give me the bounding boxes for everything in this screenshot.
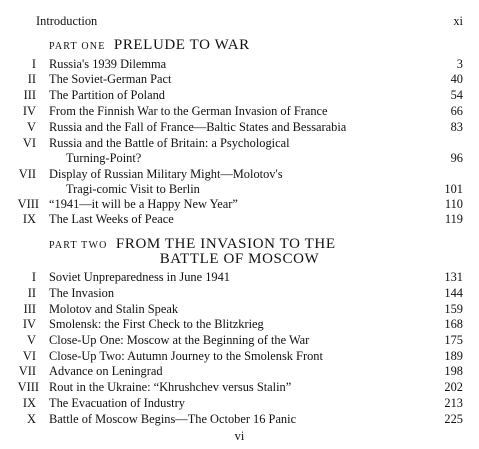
chapter-title: Battle of Moscow Begins—The October 16 Panic [49,412,297,426]
part-one-label: PART ONE [49,41,106,52]
part-two-label: PART TWO [49,240,108,251]
chapter-number: VII [18,167,36,181]
chapter-page: 83 [450,120,463,134]
chapter-page: 110 [444,197,463,211]
chapter-page: 101 [444,182,463,196]
chapter-title: Advance on Leningrad [49,364,163,378]
chapter-page: 3 [456,57,463,71]
chapter-page: 225 [444,412,463,426]
page-folio: vi [234,429,245,443]
chapter-title: Display of Russian Military Might—Molotov's [49,167,283,181]
chapter-title: Russia's 1939 Dilemma [49,57,167,71]
chapter-page: 66 [450,104,463,118]
chapter-number: X [27,412,36,426]
part-two-title: FROM THE INVASION TO THE [115,236,336,252]
chapter-number: V [27,120,36,134]
chapter-page: 96 [450,151,463,165]
chapter-page: 198 [444,364,463,378]
chapter-title-continued: Tragi-comic Visit to Berlin [66,182,200,196]
chapter-page: 189 [444,349,463,363]
chapter-title: From the Finnish War to the German Invasion of France [49,104,328,118]
chapter-page: 144 [444,286,463,300]
part-two-heading-line2: BATTLE OF MOSCOW [159,251,320,267]
chapter-number: VII [18,364,36,378]
chapter-number: IV [22,104,36,118]
intro-title: Introduction [36,14,98,28]
chapter-title: Russia and the Battle of Britain: a Psychological [49,136,290,150]
chapter-title: The Soviet-German Pact [49,72,172,86]
chapter-title: Molotov and Stalin Speak [49,302,179,316]
chapter-number: IX [22,212,36,226]
chapter-title: The Last Weeks of Peace [49,212,174,226]
chapter-number: II [27,72,36,86]
part-one-title: PRELUDE TO WAR [113,37,250,53]
chapter-title: Close-Up Two: Autumn Journey to the Smolensk Front [49,349,323,363]
chapter-number: VIII [17,197,39,211]
chapter-title-continued: Turning-Point? [66,151,142,165]
chapter-number: I [31,57,36,71]
chapter-page: 202 [444,380,463,394]
chapter-page: 54 [450,88,463,102]
chapter-title: “1941—it will be a Happy New Year” [49,197,238,211]
chapter-page: 168 [444,317,463,331]
chapter-number: III [23,302,36,316]
chapter-title: Smolensk: the First Check to the Blitzkrieg [49,317,264,331]
chapter-number: IV [22,317,36,331]
chapter-title: The Partition of Poland [49,88,165,102]
intro-page: xi [453,14,463,28]
chapter-page: 175 [444,333,463,347]
chapter-page: 119 [444,212,463,226]
chapter-title: Close-Up One: Moscow at the Beginning of the War [49,333,310,347]
chapter-page: 159 [444,302,463,316]
chapter-title: Rout in the Ukraine: “Khrushchev versus Stalin” [49,380,292,394]
chapter-title: The Invasion [49,286,115,300]
chapter-title: Russia and the Fall of France—Baltic States and Bessarabia [49,120,347,134]
chapter-number: III [23,88,36,102]
chapter-number: VIII [17,380,39,394]
chapter-title: Soviet Unpreparedness in June 1941 [49,270,231,284]
part-one-heading [49,37,250,54]
chapter-title: The Evacuation of Industry [49,396,185,410]
chapter-number: IX [22,396,36,410]
chapter-number: VI [22,136,36,150]
chapter-page: 131 [444,270,463,284]
chapter-number: II [27,286,36,300]
chapter-number: I [31,270,36,284]
chapter-number: VI [22,349,36,363]
chapter-page: 213 [444,396,463,410]
chapter-page: 40 [450,72,463,86]
chapter-number: V [27,333,36,347]
